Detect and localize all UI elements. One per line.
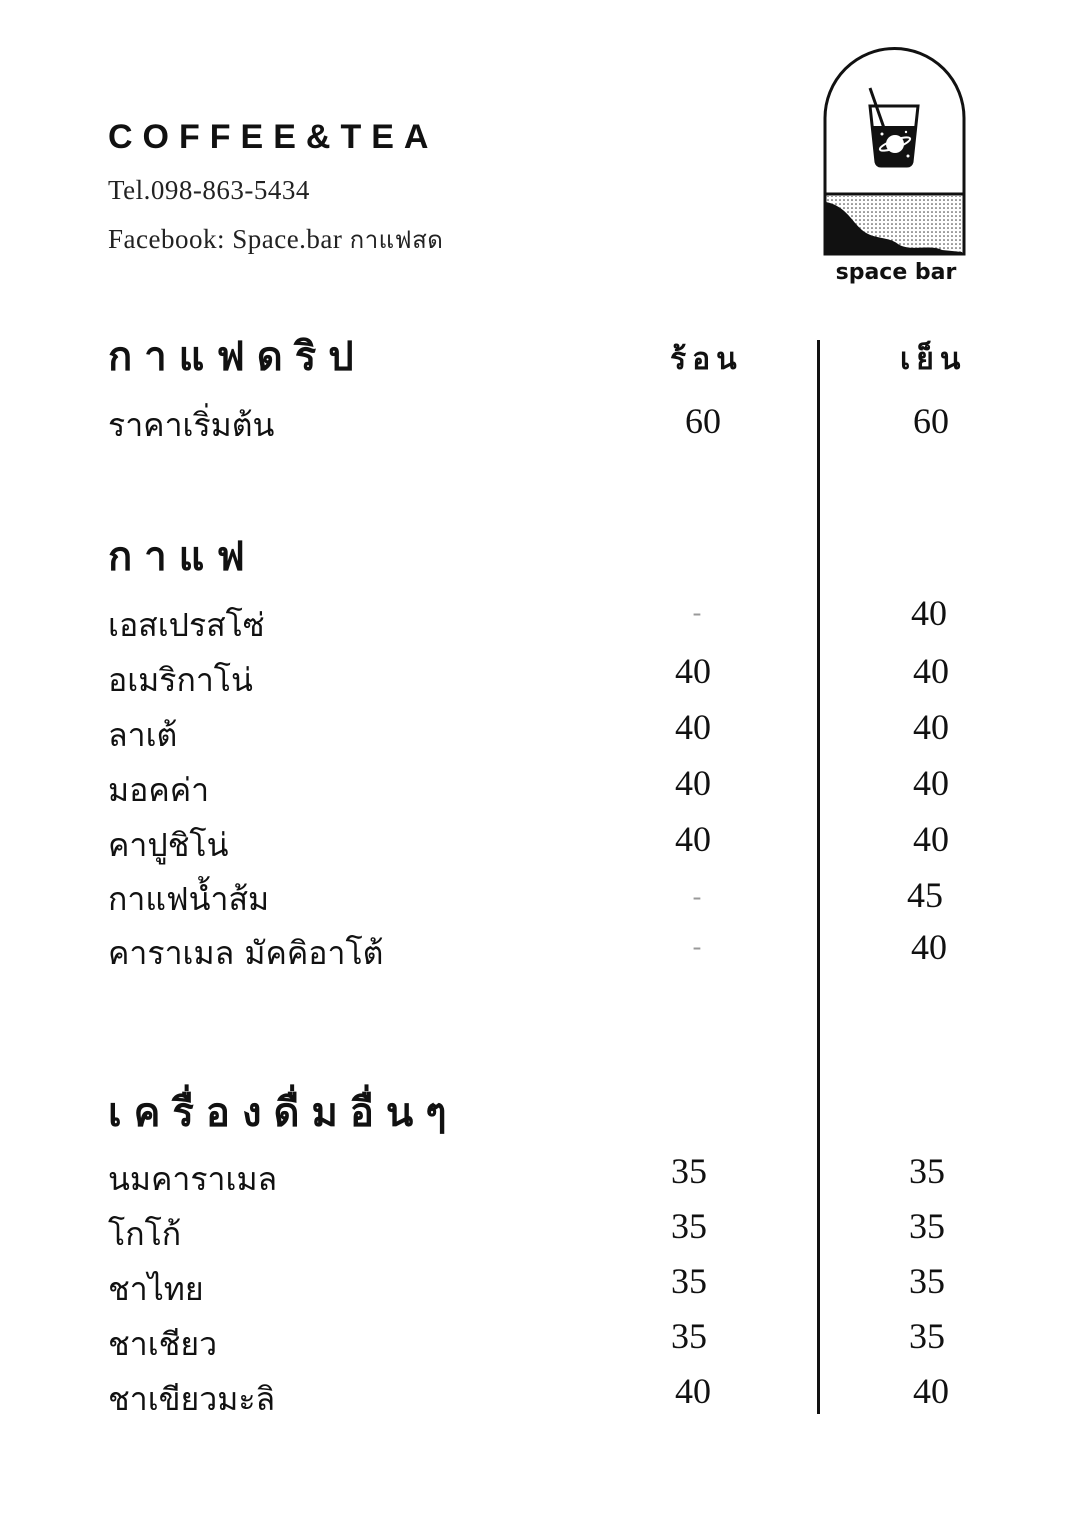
price-hot: 40 bbox=[675, 819, 711, 859]
section-title-other: เครื่องดื่มอื่นๆ bbox=[108, 1090, 459, 1136]
menu-item-name: ชาไทย bbox=[108, 1270, 204, 1308]
price-hot: 35 bbox=[671, 1206, 707, 1246]
phone-number: Tel.098-863-5434 bbox=[108, 175, 310, 205]
column-divider bbox=[817, 340, 820, 1414]
price-cold: 40 bbox=[911, 927, 947, 967]
price-cold: 35 bbox=[909, 1151, 945, 1191]
menu-item-name: กาแฟน้ำส้ม bbox=[108, 880, 270, 918]
menu-item-name: คาราเมล มัคคิอาโต้ bbox=[108, 934, 384, 972]
menu-item-name: ชาเขียวมะลิ bbox=[108, 1380, 276, 1418]
price-hot: 40 bbox=[675, 707, 711, 747]
price-hot: 35 bbox=[671, 1261, 707, 1301]
menu-item-name: โกโก้ bbox=[108, 1215, 182, 1253]
price-cold: 45 bbox=[907, 875, 943, 915]
menu-item-name: นมคาราเมล bbox=[108, 1160, 278, 1198]
section-title-drip: กาแฟดริป bbox=[108, 334, 366, 380]
price-hot: 60 bbox=[685, 401, 721, 441]
menu-item-name: มอคค่า bbox=[108, 771, 210, 809]
price-hot: 35 bbox=[671, 1151, 707, 1191]
price-hot: - bbox=[692, 882, 702, 911]
menu-item-name: เอสเปรสโซ่ bbox=[108, 606, 265, 644]
column-header-hot: ร้อน bbox=[670, 342, 743, 377]
menu-item-name: ชาเชียว bbox=[108, 1325, 218, 1363]
price-cold: 40 bbox=[913, 1371, 949, 1411]
menu-item-name: คาปูชิโน่ bbox=[108, 826, 229, 864]
price-hot: 40 bbox=[675, 1371, 711, 1411]
column-header-cold: เย็น bbox=[900, 342, 967, 377]
facebook-prefix: Facebook: Space.bar bbox=[108, 224, 350, 254]
price-hot: 40 bbox=[675, 651, 711, 691]
facebook-line bbox=[108, 220, 443, 259]
price-cold: 40 bbox=[913, 707, 949, 747]
price-cold: 60 bbox=[913, 401, 949, 441]
price-hot: 35 bbox=[671, 1316, 707, 1356]
price-cold: 40 bbox=[913, 819, 949, 859]
price-hot: - bbox=[692, 932, 702, 961]
price-hot: - bbox=[692, 598, 702, 627]
brand-title: COFFEE&TEA bbox=[108, 118, 439, 156]
price-cold: 40 bbox=[911, 593, 947, 633]
space-bar-logo bbox=[822, 46, 967, 296]
price-cold: 35 bbox=[909, 1206, 945, 1246]
logo-text: space bar bbox=[835, 260, 957, 285]
facebook-thai: กาแฟสด bbox=[349, 226, 444, 254]
iced-drink-planet-icon bbox=[822, 46, 967, 296]
section-title-coffee: กาแฟ bbox=[108, 534, 257, 580]
price-cold: 40 bbox=[913, 763, 949, 803]
price-cold: 40 bbox=[913, 651, 949, 691]
menu-item-name: อเมริกาโน่ bbox=[108, 661, 253, 699]
price-cold: 35 bbox=[909, 1261, 945, 1301]
menu-item-name: ลาเต้ bbox=[108, 716, 178, 754]
price-hot: 40 bbox=[675, 763, 711, 803]
price-cold: 35 bbox=[909, 1316, 945, 1356]
menu-item-name: ราคาเริ่มต้น bbox=[108, 406, 275, 444]
